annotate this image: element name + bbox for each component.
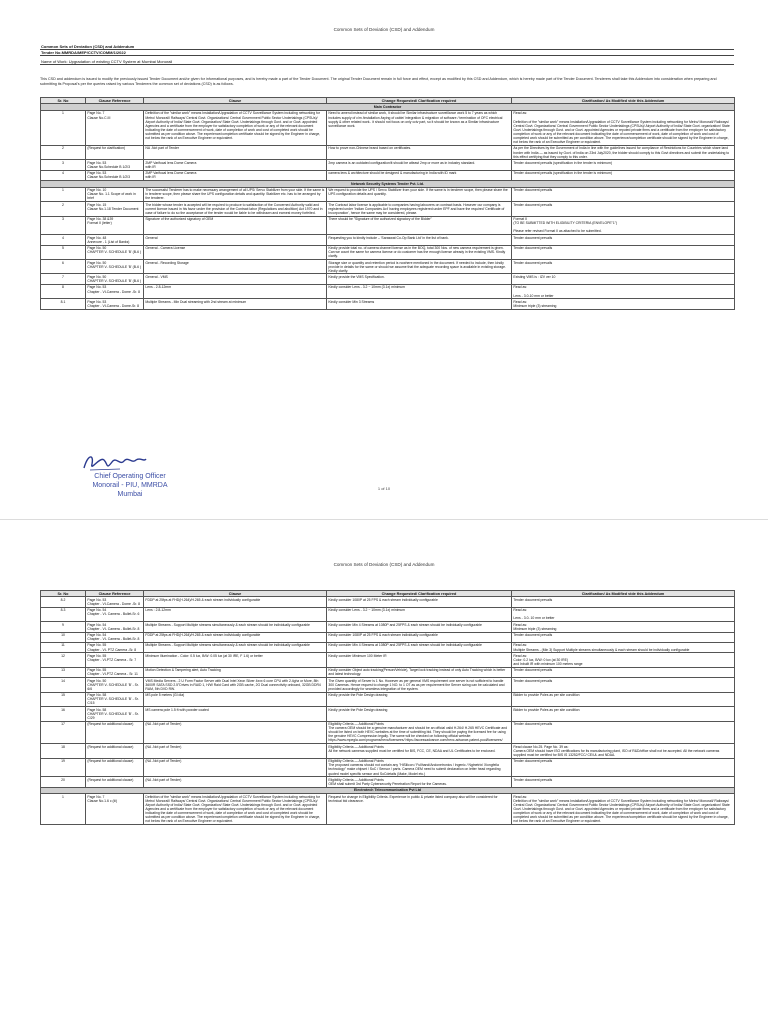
section-title: Network Security Systems Tender Pvt. Ltd.	[41, 181, 735, 188]
change-requested-cell: Requesting you to kindly include – 'Saraswat Co-Op Bank Ltd' in the list of bank.	[327, 235, 512, 245]
clause-cell: The bidder whose tender is accepted will be required to produce to satisfaction of the Concerned Authority valid and current licence issued in his favor under the provision of the Contract labor (Regulations and abolition) Act 1970 and in case of failure to do so the acceptance of the tender would be liable to be withdrawn and earnest money forfeited.	[144, 202, 327, 216]
table-row	[41, 632, 735, 642]
change-requested-cell: Kindly consider Object auto tracking(Person/Vehicle), Target lock tracking instead of only Auto Tracking which is better and latest technology.	[327, 667, 512, 677]
clause-reference-cell: Page No. 53 Chapter - VI-Camera - Dome-Sr. 8	[86, 299, 144, 309]
document-page-2	[0, 520, 768, 1024]
serial-number-cell: 8.3	[41, 607, 86, 621]
clause-reference-cell: (Request for additional clause)	[86, 777, 144, 787]
header-line: Tender No.MMRDA/MEP/CCTV/COMM/1/2022	[40, 50, 734, 56]
clause-reference-cell: Page No. 50 CHAPTER V- SCHEDULE 'B' (B-6 )	[86, 259, 144, 273]
change-requested-cell: Eligibility Criteria — Additional Points The proposed cameras should not contain any "HiSilicon / Fullhand/Andonetronics / Ingenic / Ngtnetrix/ Xiongfeila technology" make chipset / SoC / Sensor / parts. Camera OEM need to submit declaration on letter head regarding quoted model specific sensor and SoCdetails (Make, Model etc.)	[327, 758, 512, 777]
table-row	[41, 667, 735, 677]
clause-reference-cell: Page No. 58 CHAPTER V- SCHEDULE 'B' - Sr. C/15	[86, 692, 144, 706]
table-row	[41, 758, 735, 777]
table-row	[41, 245, 735, 259]
table-row	[41, 187, 735, 201]
change-requested-cell: Kindly consider 1080P at 25 FPS & each stream individually configurable	[327, 632, 512, 642]
change-requested-cell: The Given quantity of Server is 1 No. However as per general VMS requirement one server is not sufficient to handle 300 Cameras. Hence request to change 1 NO. to 1 OT as as per requirement the Server sizing can be calculated and provided accordingly for seamless integration of the system.	[327, 678, 512, 692]
column-header: Clause	[144, 591, 327, 597]
serial-number-cell: 2	[41, 145, 86, 159]
change-requested-cell: Kindly consider Min 4 Streams at 1080P and 25FPS & each stream should be individually configurable	[327, 622, 512, 632]
serial-number-cell: 6	[41, 259, 86, 273]
change-requested-cell: camera lens & architecture should be designed & manufacturing in India with ID mark	[327, 170, 512, 180]
clarification-cell: Read as: Lens - 3.0- 10 mm or better	[512, 607, 735, 621]
clause-cell: (NA -Not part of Tender)	[144, 777, 327, 787]
clarification-cell: Read as: Color: 0.2 lux, B/W: 0 lux (at 30 IRE) and Inbuilt IR with minimum 100 meters range	[512, 653, 735, 667]
change-requested-cell: Eligibility Criteria — Additional Points OEM shall submit 3rd Party Cybersecurity Penetration Report for the Cameras.	[327, 777, 512, 787]
serial-number-cell: 1	[41, 187, 86, 201]
clause-cell: General	[144, 235, 327, 245]
serial-number-cell: 14	[41, 678, 86, 692]
clause-cell: VMS Media Servers - 2 U Form Factor Server with Dual Intel Xeon Silver 4xxx 6 core CPU with 2.4ghz or More, 8th 3600R SATA SSD 2.5"Drives in RAID 1, H/W Raid Card with 2GB cache, 2G Dual connectivity onboard, 32GB DDR4 RAM, 5th DVD RW.	[144, 678, 327, 692]
stamp-line: Chief Operating Officer	[94, 473, 166, 480]
column-header: Clause	[144, 98, 327, 104]
clarification-cell: Tender document prevails (specification in the tender is minimum)	[512, 160, 735, 170]
csd-table-page-1	[40, 97, 735, 310]
clarification-cell: Tender document prevails	[512, 758, 735, 777]
table-row	[41, 678, 735, 692]
clause-cell: NA -Not part of Tender	[144, 145, 327, 159]
clause-cell: FDDP at 25fps at FHD(H.264)/H.265 & each stream individually configurable	[144, 597, 327, 607]
change-requested-cell: Kindly provide the VMS Specification.	[327, 274, 512, 284]
clause-reference-cell: Page No. 53 Chapter - VI-Camera - Dome -Sr. 8	[86, 284, 144, 298]
clause-cell: General - VMS	[144, 274, 327, 284]
table-row	[41, 607, 735, 621]
change-requested-cell: We request to provide the UPS / Servo Stabilizer from your side. If the same is in tenderer scope, then please share the UPS configuration details and quantity.	[327, 187, 512, 201]
change-requested-cell: Eligibility Criteria — Additional Points All the network cameras supplied must be certified for BIS, FCC, CE, NDAA and UL Certificates to be enclosed.	[327, 744, 512, 758]
clarification-cell: Read as: Lens - 3.0-10 mm or better	[512, 284, 735, 298]
table-row	[41, 202, 735, 216]
header-line: Common Sets of Deviation (CSD) and Addendum	[40, 44, 734, 50]
serial-number-cell: 2	[41, 202, 86, 216]
serial-number-cell: 10	[41, 632, 86, 642]
column-header: Clarification/ As Modified vide this Addendum	[512, 591, 735, 597]
clarification-cell: Tender document prevails	[512, 235, 735, 245]
clause-cell: The successful Tenderer has to make necessary arrangement of all UPS/ Servo Stabilizer from your side. If the same is in tenderer scope, then please share the UPS configuration details and quantity. Stabilizer etc. has to be arranged by the tenderer.	[144, 187, 327, 201]
column-header: Change Requested/ Clarification required	[327, 591, 512, 597]
clarification-cell: Read as: Multiple Streams - (Min 3) Support Multiple streams simultaneously & each stream should be individually configurable	[512, 642, 735, 652]
clause-reference-cell: (Request for additional clause)	[86, 721, 144, 744]
clause-reference-cell: Page No. 54 Chapter - VI- Camera - Bullet-Sr. 6	[86, 607, 144, 621]
clarification-cell: Read as: Minimum triple (3) streaming	[512, 299, 735, 309]
table-row	[41, 170, 735, 180]
clause-cell: 2MP Varifocal lens Dome Camera with IR	[144, 170, 327, 180]
serial-number-cell: 8.2	[41, 597, 86, 607]
clause-reference-cell: Page No. 50 CHAPTER V- SCHEDULE 'B' (B-6 )	[86, 245, 144, 259]
change-requested-cell: There should be "Signature of the authorized signatory of the Bidder"	[327, 216, 512, 235]
clause-cell: General - Recording Storage	[144, 259, 327, 273]
clause-cell: Signature of the authorized signatory of OEM	[144, 216, 327, 235]
clarification-cell: Read clause No.25. Page No. 39 as: Camera OEM should have ISO certifications for its manufacturing plant, ISO of R&D/office shall not be accepted. All the network cameras supplied must be certified for BIS IS 13252/FCC/ CE/UL and NDAA.	[512, 744, 735, 758]
clarification-cell: Tender document prevails	[512, 667, 735, 677]
change-requested-cell: Eligibility Criteria — Additional Points The camera OEM should be a genuine manufacturer and should be an official valid H.264/ H.265 HEVC Certificate and should be listed on both HEVC websites at the time of submitting bid. They should be paying the licensed fee for using the genuine HEVC Compression legally. The same will be checked on following official website: https://www.mpegla.com/programs/hevc/licensees/ https://accessadvance.com/hevc-advance-patent-pool/licensees/	[327, 721, 512, 744]
serial-number-cell: 9	[41, 622, 86, 632]
table-row	[41, 744, 735, 758]
column-header: Clause Reference	[86, 591, 144, 597]
table-row	[41, 692, 735, 706]
change-requested-cell: 2mp camera is an outdated configuration/it should be atleast 2mp or more as in industry standard.	[327, 160, 512, 170]
clause-reference-cell: Page No. 10 Clause No. 1.1 Scope of work in brief	[86, 187, 144, 201]
change-requested-cell: Kindly consider Minimum 100 Meter IR	[327, 653, 512, 667]
table-row	[41, 110, 735, 145]
clause-reference-cell: Page No. 53 Chapter - VI-Camera - Dome -Sr. 8	[86, 597, 144, 607]
stamp-line: Monorail - PIU, MMRDA	[92, 482, 168, 489]
clarification-cell: Existing VMS is : IZV ver 10	[512, 274, 735, 284]
change-requested-cell: Kindly consider Lens - 3.2 ~ 10mm (3.1x) minimum	[327, 284, 512, 298]
table-row	[41, 299, 735, 309]
serial-number-cell: 7	[41, 274, 86, 284]
clause-cell: Lens - 2.8-12mm	[144, 284, 327, 298]
clause-cell: Multiple Streams - Support Multiple streams simultaneously & each stream should be individually configurable	[144, 622, 327, 632]
serial-number-cell: 15	[41, 692, 86, 706]
clarification-cell: Format II (TO BE SUBMITTED WITH ELIGIBILITY CRITERIA (ENVELOPE"1") Please refer revised Format II as attached to be submitted.	[512, 216, 735, 235]
change-requested-cell: Kindly provide total no. of camera channel license as in the BOQ, total 300 Nos. of new camera requirement is given. Can we count the same for camera license or do customer has the enough license already in the existing VMS. Kindly clarify.	[327, 245, 512, 259]
table-row	[41, 721, 735, 744]
page-title: Common Sets of Deviation (CSD) and Addendum	[333, 27, 435, 32]
change-requested-cell: Kindly provide the Pole Design drawing	[327, 692, 512, 706]
serial-number-cell: 19	[41, 758, 86, 777]
table-row	[41, 622, 735, 632]
change-requested-cell: Kindly provide the Pole Design drawing	[327, 707, 512, 721]
clause-reference-cell: Page No. 53 Clause No.Schedule B 1/2/3	[86, 160, 144, 170]
table-row	[41, 274, 735, 284]
clarification-cell: Tender document prevails	[512, 721, 735, 744]
clause-reference-cell: (Request for additional clause)	[86, 744, 144, 758]
clause-cell: General - Camera License	[144, 245, 327, 259]
serial-number-cell: 8	[41, 284, 86, 298]
serial-number-cell: 8.1	[41, 299, 86, 309]
change-requested-cell: Need to amend instead of similar work, it should be Similar infrastructure surveillance work 5 to 7 years as which includes supply of c/m /installation /laying of cable/ integration & migration of software / termination of OFC electrical supply & other related work.. it should not focus on only cctv part, so it should be known as a Similar infrastructure surveillance work.	[327, 110, 512, 145]
clause-cell: 2MP Varifocal lens Dome Camera with IR	[144, 160, 327, 170]
change-requested-cell: How to prove non-Chinese brand based on certificates.	[327, 145, 512, 159]
serial-number-cell: 13	[41, 667, 86, 677]
serial-number-cell: 1	[41, 110, 86, 145]
clause-cell: Definition of the "similar work" means Installation/Upgradation of CCTV Surveillance System including networking for Metro/ Monorail/ Railways/ Central Govt. Organizations/ Central Government Public Sector Undertakings (CPSUs)/ Airport Authority of India/ State Govt. Organization/ State Govt. Undertakings through Govt. and or Govt. appointed Agencies and a certificate from the employer for satisfactory completion of work or any of the relevant document indicating the date of commencement of work, date of completion of work and cost of completed work should be submitted as per condition above. The experience/completion certificate should be signed by the Engineer in charge, not below the rank of an Executive Engineer or equivalent.	[144, 110, 327, 145]
clause-reference-cell: Page No. 58 CHAPTER V- SCHEDULE 'B' - Sr. C/29	[86, 707, 144, 721]
clause-cell: Minimum Illumination - Color: 0.5 lux, B/W: 0.05 lux (at 30 IRE, F 1.6) or better	[144, 653, 327, 667]
clause-cell: FDDP at 25fps at FHD(H.264)/H.265 & each stream individually configurable	[144, 632, 327, 642]
table-row	[41, 597, 735, 607]
intro-paragraph: This CSD and addendum is issued to modify the previously issued Tender Document and/or given for informational purposes, and is hereby made a part of the Tender Document. The original Tender Document remain in full force and effect, except as modified by this CSD and Addendum, which is hereby made part of the Tender Document. Tenderers shall take this Addendum into consideration when preparing and submitting its Proposal's per the queries raised by various Tenderers the common set of deviations (CSD) is as follows.	[40, 77, 717, 86]
clause-reference-cell: Page No. 48 Annexure - 1 (List of Banks)	[86, 235, 144, 245]
clarification-cell: Read as: Minimum triple (3) streaming	[512, 622, 735, 632]
stamp-line: Mumbai	[117, 491, 143, 498]
clause-cell: Definition of the "similar work" means Installation/Upgradation of CCTV Surveillance System including networking for Metro/ Monorail/ Railways/ Central Govt. Organizations/ Central Government Public Sector Undertakings (CPSUs)/ Airport Authority of India/ State Govt. Organization/ State Govt. Undertakings through Govt. and or Govt. appointed Agencies and a certificate from the employer for satisfactory completion of work or any of the relevant document indicating the date of commencement of work, date of completion of work and cost of completed work should be submitted as per condition above. The experience/completion certificate should be signed by the Engineer in charge, not below the rank of an Executive Engineer or equivalent.	[144, 794, 327, 825]
clarification-cell: Tender document prevails	[512, 597, 735, 607]
clause-reference-cell: Page No. 50 CHAPTER V- SCHEDULE 'B' (B-6 )	[86, 274, 144, 284]
clause-reference-cell: Page No. 53 Clause No.Schedule B 1/2/3	[86, 170, 144, 180]
clarification-cell: Bidder to provide Poles as per site condition	[512, 707, 735, 721]
serial-number-cell: 11	[41, 642, 86, 652]
change-requested-cell: Storage size or quantity and retention period is nowhere mentioned in the document. If needed to include, then kindly provide in details for the same or should we assume that the adequate recording space is available in existing storage. Kindly clarify.	[327, 259, 512, 273]
clarification-cell: As per the Directives by the Government of India in line with the guidelines issued for compliance of Restrictions for Countries which share land border with India — as issued by Govt. of India on 23rd July2020, the bidder should comply to this Govt directives and submit the undertaking to this effect certifying that they comply to this order.	[512, 145, 735, 159]
clarification-cell: Read as: Definition of the "similar work" means Installation/Upgradation of CCTV Surveillance System including networking for Metro/ Monorail/ Railways/ Central Govt. Organizations/ Central Government Public Sector Undertakings (CPSUs)/ Airport Authority of India/ State Govt. organization/ State Govt. Undertakings through Govt. and or Govt. appointed Agencies or reputed private firms and a certificate from the employer for satisfactory completion of work or any of the relevant document indicating the date of commencement of work, date of completion of work and cost of completed work should be submitted as per condition above. The experience/completion certificate should be signed by the Engineer in charge, not below the rank of an Executive Engineer or equivalent.	[512, 794, 735, 825]
clause-cell: MS pole 5 meters (GI dia)	[144, 692, 327, 706]
clause-reference-cell: (Request for clarification)	[86, 145, 144, 159]
column-header: Clarification/ As Modified vide this Addendum	[512, 98, 735, 104]
clarification-cell: Tender document prevails	[512, 777, 735, 787]
clarification-cell: Tender document prevails	[512, 632, 735, 642]
serial-number-cell: 3	[41, 216, 86, 235]
clause-reference-cell: Page No. 54 Chapter - VI- Camera - Bullet-Sr. 8	[86, 632, 144, 642]
serial-number-cell: 18	[41, 744, 86, 758]
serial-number-cell: 3	[41, 160, 86, 170]
clause-cell: Multiple Streams - Min Dual streaming with 2nd stream at minimum	[144, 299, 327, 309]
serial-number-cell: 20	[41, 777, 86, 787]
change-requested-cell: Kindly consider 1080P at 25 FPS & each stream individually configurable	[327, 597, 512, 607]
serial-number-cell: 1	[41, 794, 86, 825]
clarification-cell: Bidder to provide Poles as per site condition	[512, 692, 735, 706]
column-header: Sr. No	[41, 98, 86, 104]
serial-number-cell: 12	[41, 653, 86, 667]
table-row	[41, 145, 735, 159]
section-header-row	[41, 181, 735, 188]
header-line: Name of Work: Upgradation of existing CCTV System at Mumbai Monorail	[40, 59, 734, 65]
column-header: Sr. No	[41, 591, 86, 597]
signature-image	[80, 452, 150, 474]
table-row	[41, 794, 735, 825]
clause-reference-cell: Page No. 7 Clause No.C.III	[86, 110, 144, 145]
clause-cell: MS camera pole 1.5 ft with powder coated	[144, 707, 327, 721]
clause-reference-cell: Page No. 54 Chapter - VI- Camera - Bullet-Sr. 8	[86, 622, 144, 632]
table-row	[41, 777, 735, 787]
table-row	[41, 653, 735, 667]
change-requested-cell: Request for change in Eligibility Criteria. Experience in public & private listed company also will be considered for technical bid clearance.	[327, 794, 512, 825]
clause-reference-cell: (Request for additional clause)	[86, 758, 144, 777]
clause-reference-cell: Page No. 38 &39 Format II (letter)	[86, 216, 144, 235]
section-title: Electrotech Telecommunication Pvt Ltd	[41, 787, 735, 794]
table-row	[41, 707, 735, 721]
clarification-cell: Read as: Definition of the "similar work" means Installation/Upgradation of CCTV Surveillance System including networking for Metro/ Monorail/ Railways/ Central Govt. Organizations/ Central Government Public Sector Undertakings (CPSUs)/ Airport Authority of India/ State Govt. organization/ State Govt. Undertakings through Govt. and or Govt. appointed Agencies or reputed private firms and a certificate from the employer for satisfactory completion of work or any of the relevant document indicating the date of commencement of work, date of completion of work and cost of completed work should be submitted as per condition above. The experience/completion certificate should be signed by the Engineer in charge, not below the rank of an Executive Engineer or equivalent.	[512, 110, 735, 145]
clarification-cell: Tender document prevails	[512, 202, 735, 216]
table-row	[41, 216, 735, 235]
serial-number-cell: 16	[41, 707, 86, 721]
section-title: Main Contractor	[41, 104, 735, 111]
page-title: Common Sets of Deviation (CSD) and Addendum	[333, 562, 435, 567]
section-header-row	[41, 787, 735, 794]
clause-reference-cell: Page No. 55 Chapter - VI- PTZ Camera -Sr. 8	[86, 642, 144, 652]
clarification-cell: Tender document prevails	[512, 678, 735, 692]
clause-reference-cell: Page No. 15 Clause No.1.18 Tender Document	[86, 202, 144, 216]
clause-cell: (NA -Not part of Tender)	[144, 744, 327, 758]
clause-cell: (NA -Not part of Tender)	[144, 721, 327, 744]
clause-cell: Multiple Streams - Support Multiple streams simultaneously & each stream should be individually configurable	[144, 642, 327, 652]
clarification-cell: Tender document prevails	[512, 187, 735, 201]
clarification-cell: Tender document prevails	[512, 245, 735, 259]
serial-number-cell: 5	[41, 245, 86, 259]
clause-cell: (NA -Not part of Tender)	[144, 758, 327, 777]
clarification-cell: Tender document prevails	[512, 259, 735, 273]
change-requested-cell: Kindly consider Min 4 Streams at 1080P and 25FPS & each stream should be individually configurable	[327, 642, 512, 652]
table-row	[41, 259, 735, 273]
clause-reference-cell: Page No. 50 CHAPTER V- SCHEDULE 'B' - Sr. 6/6	[86, 678, 144, 692]
section-header-row	[41, 104, 735, 111]
tender-header	[40, 44, 734, 65]
table-row	[41, 284, 735, 298]
column-header: Clause Reference	[86, 98, 144, 104]
clause-reference-cell: Page No. 7 Clause No.1.6 c (iii)	[86, 794, 144, 825]
serial-number-cell: 4	[41, 235, 86, 245]
table-row	[41, 642, 735, 652]
change-requested-cell: Kindly consider Min 3 Streams	[327, 299, 512, 309]
change-requested-cell: Kindly consider Lens - 3.2 ~ 10mm (3.1x) minimum	[327, 607, 512, 621]
clause-reference-cell: Page No. 55 Chapter - VI-PTZ Camera - Sr. 11	[86, 667, 144, 677]
clause-cell: Motion Detection & Tampering alert, Auto Tracking	[144, 667, 327, 677]
change-requested-cell: The Contract labor license is applicable to companies having labourers on contract basis. However our company is registered under 'Indian Companies Act' having employees registered under EPF and have the required 'Certificate of Incorporation', hence the same may be considered, please.	[327, 202, 512, 216]
column-header: Change Requested/ Clarification required	[327, 98, 512, 104]
serial-number-cell: 4	[41, 170, 86, 180]
clause-cell: Lens : 2.8-12mm	[144, 607, 327, 621]
serial-number-cell: 17	[41, 721, 86, 744]
clarification-cell: Tender document prevails (specification in the tender is minimum)	[512, 170, 735, 180]
table-row	[41, 160, 735, 170]
clause-reference-cell: Page No. 55 Chapter - VI-PTZ Camera - Sr. 7	[86, 653, 144, 667]
table-row	[41, 235, 735, 245]
page-number: 1 of 10	[377, 486, 391, 491]
csd-table-page-2	[40, 590, 735, 825]
